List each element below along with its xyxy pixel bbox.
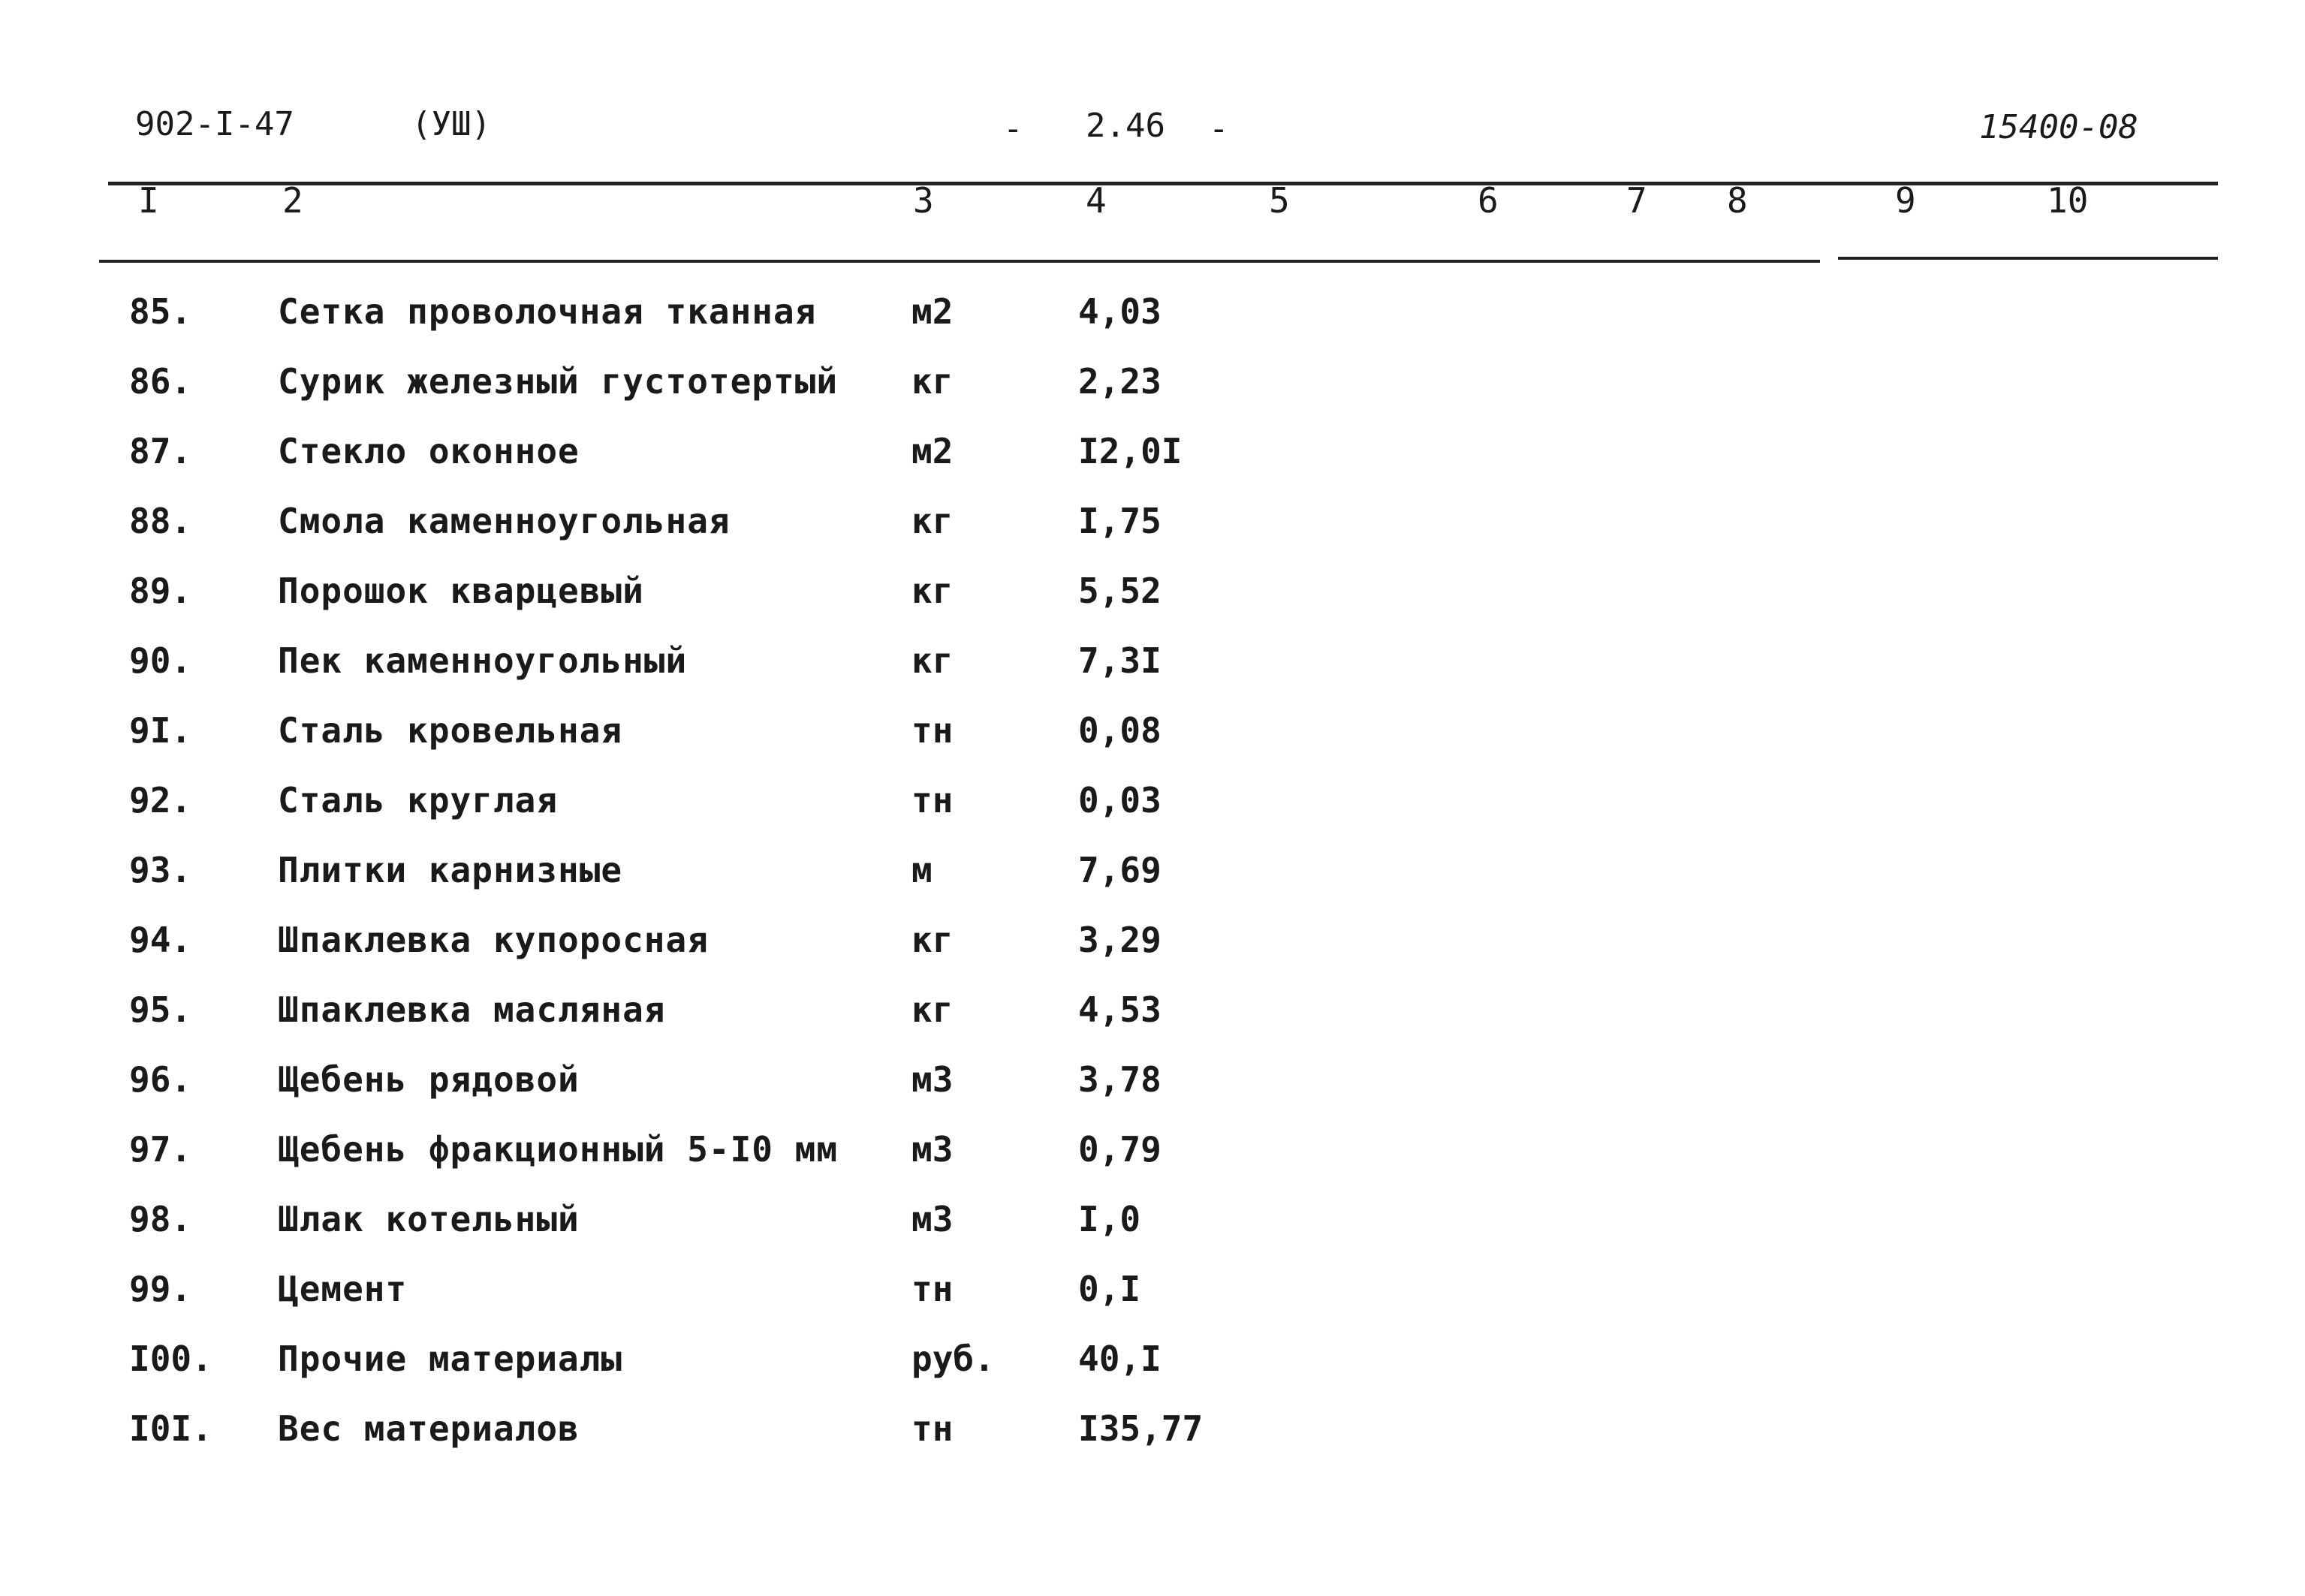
column-number: I (138, 180, 159, 221)
row-number: 86. (129, 361, 192, 402)
row-number: 90. (129, 640, 192, 681)
unit-of-measure: кг (911, 501, 954, 541)
quantity: 0,79 (1078, 1129, 1162, 1170)
column-number: 10 (2047, 180, 2089, 221)
row-number: I0I. (129, 1408, 212, 1449)
album-number: (УШ) (411, 105, 491, 143)
unit-of-measure: м2 (911, 431, 954, 471)
unit-of-measure: м3 (911, 1199, 954, 1239)
table-row (0, 1059, 2305, 1107)
column-number: 9 (1895, 180, 1916, 221)
row-number: 95. (129, 989, 192, 1030)
quantity: 4,03 (1078, 291, 1162, 332)
row-number: 96. (129, 1059, 192, 1100)
quantity: 7,69 (1078, 850, 1162, 890)
unit-of-measure: тн (911, 780, 954, 821)
quantity: I,75 (1078, 501, 1162, 541)
table-row (0, 640, 2305, 688)
table-row (0, 431, 2305, 479)
page-number: 2.46 (1086, 107, 1165, 145)
material-name: Сурик железный густотертый (278, 361, 839, 402)
unit-of-measure: тн (911, 1269, 954, 1309)
table-row (0, 920, 2305, 968)
material-name: Щебень фракционный 5-I0 мм (278, 1129, 839, 1170)
quantity: 3,29 (1078, 920, 1162, 960)
material-name: Вес материалов (278, 1408, 580, 1449)
row-number: 89. (129, 571, 192, 611)
unit-of-measure: кг (911, 989, 954, 1030)
unit-of-measure: кг (911, 640, 954, 681)
table-row (0, 1129, 2305, 1177)
quantity: I,0 (1078, 1199, 1141, 1239)
header-bottom-rule-right (1838, 257, 2218, 260)
material-name: Сетка проволочная тканная (278, 291, 817, 332)
table-row (0, 1269, 2305, 1317)
row-number: I00. (129, 1339, 212, 1379)
unit-of-measure: м3 (911, 1129, 954, 1170)
quantity: 0,03 (1078, 780, 1162, 821)
table-row (0, 1199, 2305, 1247)
unit-of-measure: м2 (911, 291, 954, 332)
unit-of-measure: кг (911, 571, 954, 611)
table-row (0, 571, 2305, 619)
row-number: 93. (129, 850, 192, 890)
material-name: Плитки карнизные (278, 850, 623, 890)
column-number: 5 (1269, 180, 1290, 221)
unit-of-measure: тн (911, 710, 954, 751)
document-code: 902-I-47 (135, 105, 294, 143)
column-number: 3 (913, 180, 934, 221)
header-bottom-rule-left (99, 260, 1820, 263)
table-row (0, 780, 2305, 828)
page-dash-left: - (1003, 110, 1023, 148)
quantity: 0,I (1078, 1269, 1141, 1309)
unit-of-measure: тн (911, 1408, 954, 1449)
table-row (0, 1408, 2305, 1456)
unit-of-measure: кг (911, 361, 954, 402)
material-name: Пек каменноугольный (278, 640, 688, 681)
column-number: 6 (1478, 180, 1499, 221)
page-dash-right: - (1209, 110, 1229, 148)
row-number: 94. (129, 920, 192, 960)
table-row (0, 850, 2305, 898)
quantity: 7,3I (1078, 640, 1162, 681)
quantity: 40,I (1078, 1339, 1162, 1379)
column-number: 4 (1086, 180, 1107, 221)
material-name: Сталь кровельная (278, 710, 623, 751)
unit-of-measure: кг (911, 920, 954, 960)
row-number: 88. (129, 501, 192, 541)
row-number: 87. (129, 431, 192, 471)
material-name: Смола каменноугольная (278, 501, 731, 541)
quantity: 3,78 (1078, 1059, 1162, 1100)
material-name: Сталь круглая (278, 780, 559, 821)
material-name: Порошок кварцевый (278, 571, 644, 611)
quantity: 4,53 (1078, 989, 1162, 1030)
reference-number: 15400-08 (1979, 108, 2138, 146)
quantity: 5,52 (1078, 571, 1162, 611)
row-number: 99. (129, 1269, 192, 1309)
unit-of-measure: руб. (911, 1339, 995, 1379)
unit-of-measure: м (911, 850, 933, 890)
material-name: Прочие материалы (278, 1339, 623, 1379)
material-name: Щебень рядовой (278, 1059, 580, 1100)
table-row (0, 989, 2305, 1037)
row-number: 9I. (129, 710, 192, 751)
material-name: Шпаклевка масляная (278, 989, 666, 1030)
column-number: 8 (1727, 180, 1748, 221)
material-name: Шлак котельный (278, 1199, 580, 1239)
table-row (0, 361, 2305, 409)
column-number: 7 (1626, 180, 1647, 221)
quantity: 0,08 (1078, 710, 1162, 751)
quantity: I2,0I (1078, 431, 1183, 471)
row-number: 97. (129, 1129, 192, 1170)
quantity: I35,77 (1078, 1408, 1204, 1449)
table-row (0, 1339, 2305, 1387)
column-number: 2 (282, 180, 303, 221)
material-name: Цемент (278, 1269, 408, 1309)
table-row (0, 501, 2305, 549)
material-name: Стекло оконное (278, 431, 580, 471)
material-name: Шпаклевка купоросная (278, 920, 709, 960)
unit-of-measure: м3 (911, 1059, 954, 1100)
table-row (0, 291, 2305, 339)
row-number: 92. (129, 780, 192, 821)
row-number: 85. (129, 291, 192, 332)
quantity: 2,23 (1078, 361, 1162, 402)
row-number: 98. (129, 1199, 192, 1239)
table-row (0, 710, 2305, 758)
